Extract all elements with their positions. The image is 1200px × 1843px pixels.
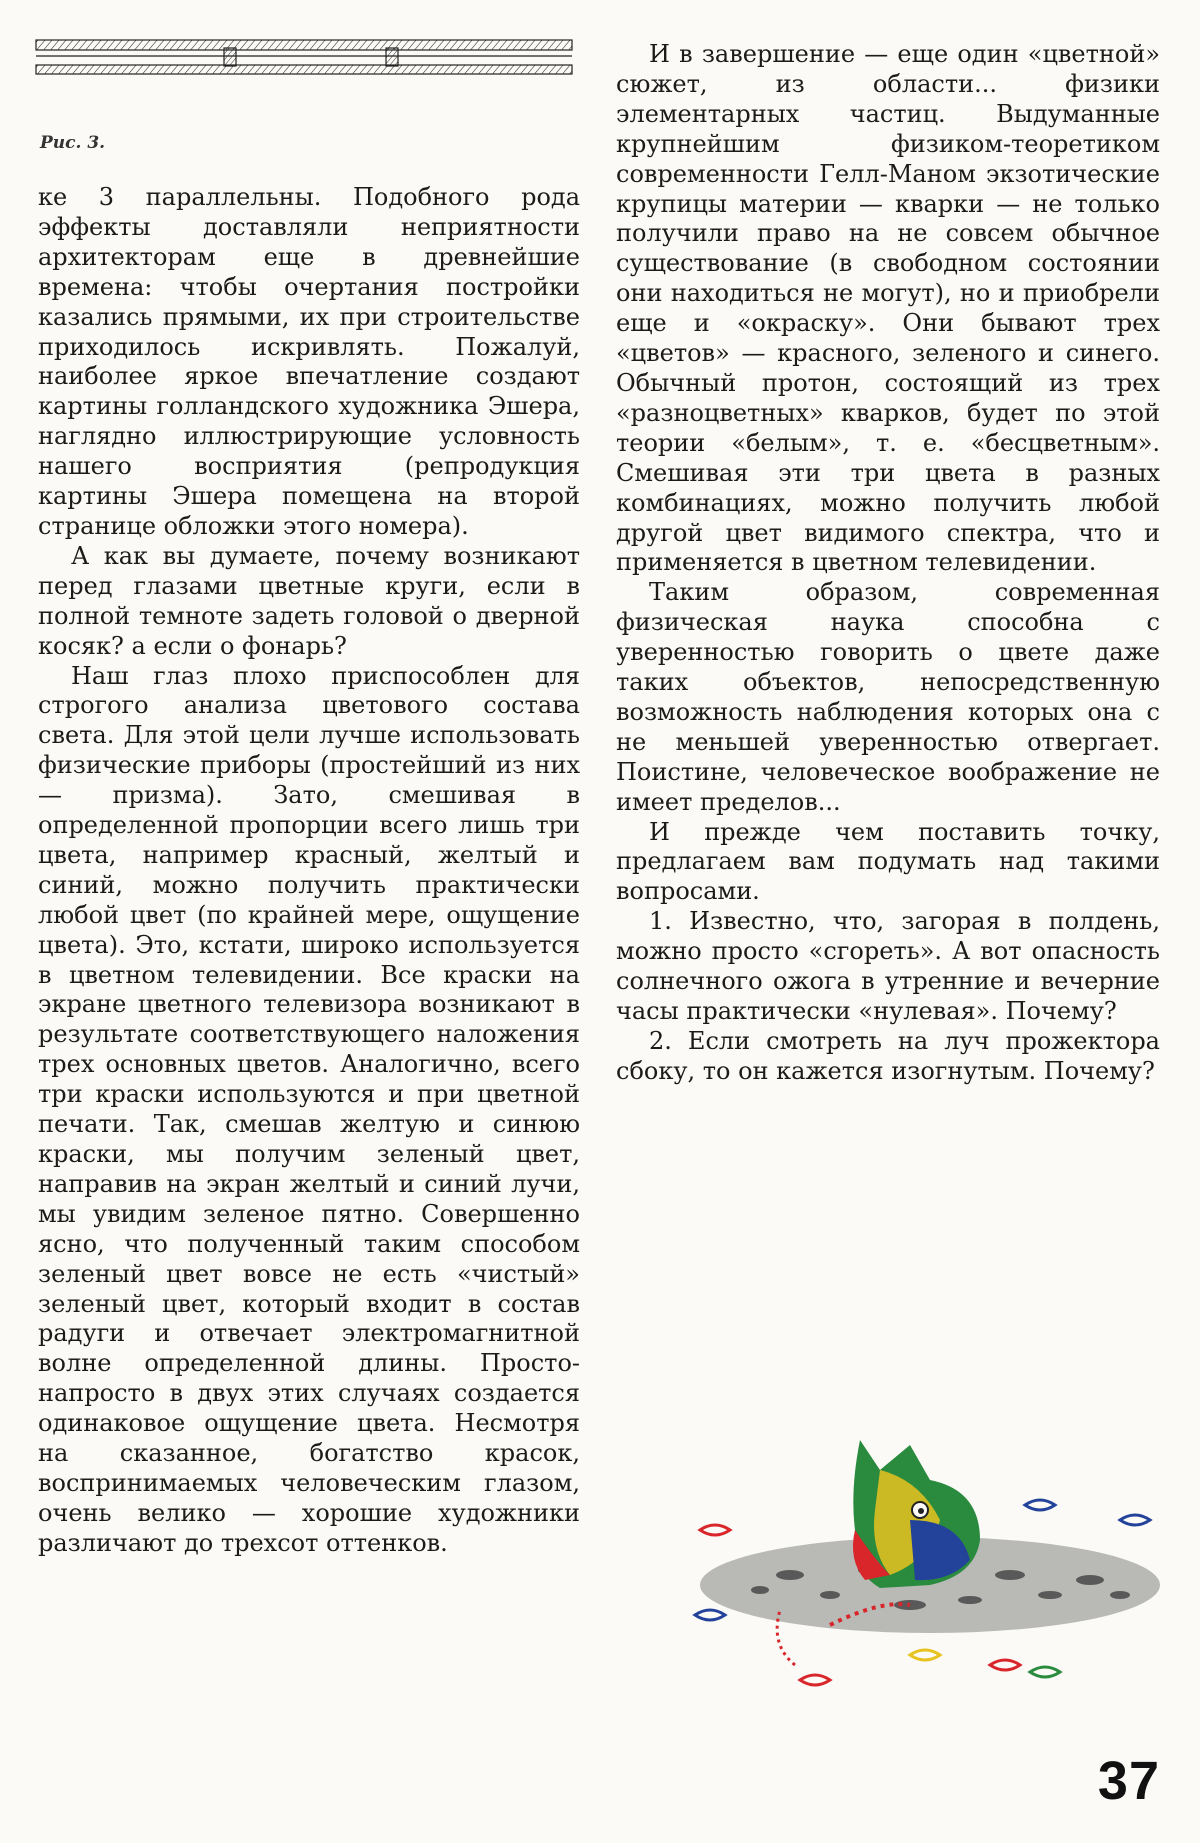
right-column [616,40,1160,1087]
paragraph: И прежде чем поставить точку, предлагаем вам подумать над такими вопросами. [616,817,1160,906]
paragraph: Наш глаз плохо приспособлен для строгого анализа цветового состава света. Для этой цели лучше использовать физические приборы (простейший из них — призма). Зато, смешивая в определенной пропорции всего лишь три цвета, например красный, желтый и синий, можно получить практически любой цвет (по крайней мере, ощущение цвета). Это, кстати, широко используется в цветном телевидении. Все краски на экране цветного телевизора возникают в результате соответствующего наложения трех основных цветов. Аналогично, всего три краски используются и при цветной печати. Так, смешав желтую и синюю краски, мы получим зеленый цвет, направив на экран желтый и синий лучи, мы увидим зеленое пятно. Совершенно ясно, что полученный таким способом зеленый цвет вовсе не есть «чистый» зеленый цвет, который входит в состав радуги и отвечает электромагнитной волне определенной длины. Просто-напросто в двух этих случаях создается одинаковое ощущение цвета. Несмотря на сказанное, богатство красок, воспринимаемых человеческим глазом, очень велико — хорошие художники различают до трехсот оттенков. [38,661,580,1557]
question-item: 2. Если смотреть на луч прожектора сбоку, то он кажется изогнутым. Почему? [616,1026,1160,1085]
figure-caption: Рис. 3. [40,133,106,153]
figure-3-hatched-lines [34,36,574,88]
paragraph: И в завершение — еще один «цветной» сюжет, из области... физики элементарных частиц. Выдуманные крупнейшим физиком-теоретиком современности Гелл-Маном экзотические крупицы материи — кварки — не только получили право на не совсем обычное существование (в свободном состоянии они находиться не могут), но и приобрели еще и «окраску». Они бывают трех «цветов» — красного, зеленого и синего. Обычный протон, состоящий из трех «разноцветных» кварков, будет по этой теории «белым», т. е. «бесцветным». Смешивая эти три цвета в разных комбинациях, можно получить любой другой цвет видимого спектра, что и применяется в цветном телевидении. [616,40,1160,577]
horse-head-illustration [680,1410,1200,1710]
left-column [38,183,580,1559]
page-number: 37 [1097,1751,1160,1811]
paragraph: Таким образом, современная физическая наука способна с уверенностью говорить о цвете даже таких объектов, непосредственную возможность наблюдения которых она с не меньшей уверенностью отвергает. Поистине, человеческое воображение не имеет пределов... [616,578,1160,816]
paragraph: А как вы думаете, почему возникают перед глазами цветные круги, если в полной темноте задеть головой о дверной косяк? а если о фонарь? [38,541,580,660]
question-item: 1. Известно, что, загорая в полдень, можно просто «сгореть». А вот опасность солнечного ожога в утренние и вечерние часы практически «нулевая». Почему? [616,907,1160,1025]
paragraph: ке 3 параллельны. Подобного рода эффекты доставляли неприятности архитекторам еще в древнейшие времена: чтобы очертания постройки казались прямыми, их при строительстве приходилось искривлять. Пожалуй, наиболее яркое впечатление создают картины голландского художника Эшера, наглядно иллюстрирующие условность нашего восприятия (репродукция картины Эшера помещена на второй странице обложки этого номера). [38,183,580,540]
